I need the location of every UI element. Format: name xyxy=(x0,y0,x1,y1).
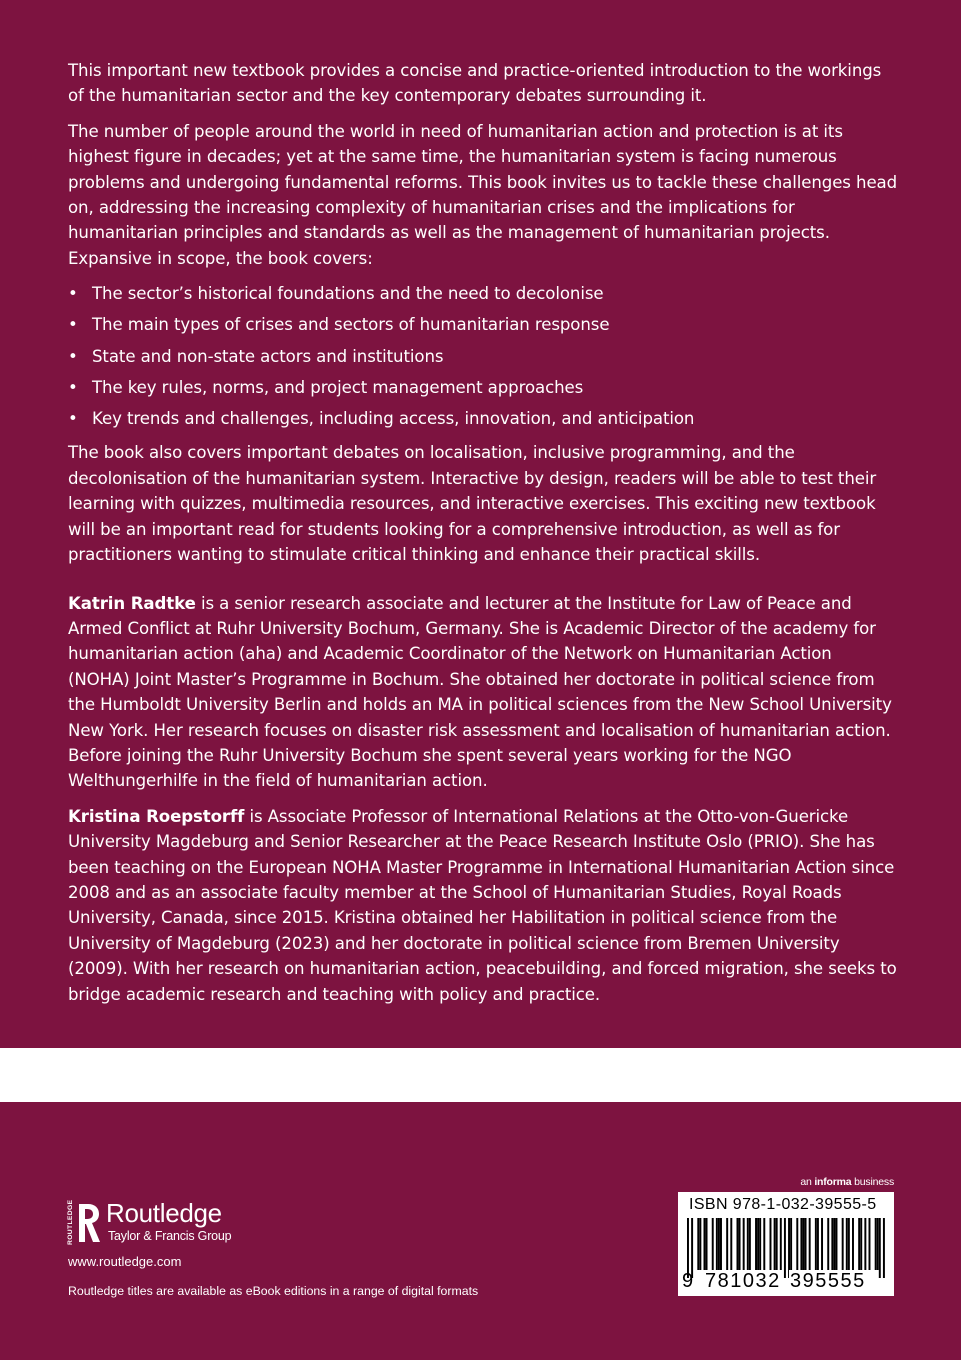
informa-brand: informa xyxy=(814,1176,852,1188)
barcode-icon xyxy=(687,1218,885,1278)
barcode-bar xyxy=(784,1218,786,1278)
publisher-group: Taylor & Francis Group xyxy=(108,1229,232,1243)
white-band-divider xyxy=(0,1048,961,1102)
barcode-bar xyxy=(805,1218,807,1270)
topics-list xyxy=(68,281,898,431)
barcode-bar xyxy=(697,1218,699,1270)
barcode-bar xyxy=(796,1218,798,1270)
barcode-bar xyxy=(747,1218,749,1270)
barcode-bar xyxy=(687,1218,689,1278)
barcode-bar xyxy=(712,1218,714,1270)
barcode-bar xyxy=(877,1218,879,1270)
isbn-barcode-box xyxy=(678,1192,894,1296)
author-bio-text: is Associate Professor of International Relations at the Otto-von-Guericke University Magdeburg and Senior Researcher at the Peace Research Institute Oslo (PRIO). She has been teaching on the European NOHA Master Programme in International Humanitarian Action since 2008 and as an associate faculty member at the School of Humanitarian Studies, Royal Roads University, Canada, since 2015. Kristina obtained her Habilitation in political science from the University of Magdeburg (2023) and her doctorate in political science from Bremen University (2009). With her research on humanitarian action, peacebuilding, and forced migration, she seeks to bridge academic research and teaching with policy and practice. xyxy=(68,806,897,1004)
barcode-bar xyxy=(800,1218,802,1270)
barcode-bar xyxy=(774,1218,776,1270)
ebook-note: Routledge titles are available as eBook editions in a range of digital formats xyxy=(68,1284,479,1298)
barcode-bar xyxy=(726,1218,728,1270)
topic-item: • The sector’s historical foundations and the need to decolonise xyxy=(68,281,898,306)
barcode-bar xyxy=(776,1218,778,1270)
barcode-bar xyxy=(860,1218,862,1270)
topic-item: • State and non-state actors and institutions xyxy=(68,344,898,369)
barcode-bar xyxy=(691,1218,693,1278)
routledge-logo-icon xyxy=(66,1200,102,1246)
barcode-bar xyxy=(848,1218,850,1270)
barcode-bar xyxy=(836,1218,838,1270)
topic-item: • The key rules, norms, and project management approaches xyxy=(68,375,898,400)
author-bio-text: is a senior research associate and lecturer at the Institute for Law of Peace and Armed Conflict at Ruhr University Bochum, Germany. She is Academic Director of the academy for humanitarian action (aha) and Academic Coordinator of the Network on Humanitarian Action (NOHA) Joint Master’s Programme in Bochum. She obtained her doctorate in political science from the Humboldt University Berlin and holds an MA in political sciences from the New School University New York. Her research focuses on disaster risk assessment and localisation of humanitarian action. Before joining the Ruhr University Bochum she spent several years working for the NGO Welthungerhilfe in the field of humanitarian action. xyxy=(68,593,892,791)
barcode-bar xyxy=(743,1218,745,1270)
barcode-bar xyxy=(842,1218,844,1270)
author-name: Kristina Roepstorff xyxy=(68,806,245,826)
barcode-bar xyxy=(737,1218,739,1270)
barcode-digit-group: 781032 xyxy=(705,1270,781,1292)
barcode-bar xyxy=(704,1218,706,1270)
barcode-bar xyxy=(858,1218,860,1270)
description-paragraph: The number of people around the world in need of humanitarian action and protection is at its highest figure in decades; yet at the same time, the humanitarian system is facing numerous problems and undergoing fundamental reforms. This book invites us to tackle these challenges head on, addressing the increasing complexity of humanitarian crises and the implications for humanitarian principles and standards as well as the management of humanitarian projects. Expansive in scope, the book covers: xyxy=(68,121,898,268)
routledge-logo-vertical-text: ROUTLEDGE xyxy=(67,1200,74,1245)
barcode-bar xyxy=(706,1218,708,1270)
barcode-bar xyxy=(730,1218,732,1270)
author-name: Katrin Radtke xyxy=(68,593,196,613)
barcode-bar xyxy=(821,1218,823,1270)
barcode-bar xyxy=(875,1218,877,1270)
barcode-bar xyxy=(883,1218,885,1278)
barcode-bar xyxy=(815,1218,817,1270)
barcode-bar xyxy=(790,1218,792,1270)
publisher-block xyxy=(66,1196,366,1250)
barcode-bar xyxy=(739,1218,741,1270)
barcode-bar xyxy=(852,1218,854,1270)
barcode-bar xyxy=(827,1218,829,1270)
barcode-bar xyxy=(757,1218,759,1270)
barcode-bar xyxy=(759,1218,761,1270)
barcode-bar xyxy=(846,1218,848,1270)
barcode-bar xyxy=(879,1218,881,1278)
barcode-bar xyxy=(716,1218,718,1270)
informa-business-tag: an informa business xyxy=(800,1176,894,1188)
isbn-label: ISBN 978-1-032-39555-5 xyxy=(689,1196,877,1213)
barcode-bar xyxy=(780,1218,782,1270)
barcode-bar xyxy=(770,1218,772,1270)
closing-paragraph: The book also covers important debates on localisation, inclusive programming, and the decolonisation of the humanitarian system. Interactive by design, readers will be able to test their learning with quizzes, multimedia resources, and interactive exercises. This exciting new textbook will be an important read for students looking for a comprehensive introduction, as well as for practitioners wanting to stimulate critical thinking and enhance their practical skills. xyxy=(68,443,877,565)
barcode-bar xyxy=(720,1218,722,1270)
barcode-bar xyxy=(833,1218,835,1270)
barcode-bar xyxy=(831,1218,833,1270)
topic-item: • Key trends and challenges, including access, innovation, and anticipation xyxy=(68,406,898,431)
barcode-bar xyxy=(755,1218,757,1270)
back-cover-text xyxy=(68,58,898,1017)
barcode-bar xyxy=(763,1218,765,1270)
barcode-bar xyxy=(788,1218,790,1278)
barcode-bar xyxy=(809,1218,811,1270)
publisher-name: Routledge xyxy=(106,1198,222,1228)
barcode-bar xyxy=(699,1218,701,1270)
author-bio-radtke xyxy=(68,591,898,794)
author-bio-roepstorff xyxy=(68,804,898,1007)
barcode-bar xyxy=(869,1218,871,1270)
barcode-bar xyxy=(718,1218,720,1270)
barcode-bar xyxy=(803,1218,805,1270)
intro-paragraph: This important new textbook provides a concise and practice-oriented introduction to the workings of the humanitarian sector and the key contemporary debates surrounding it. xyxy=(68,61,882,106)
barcode-digit-lead: 9 xyxy=(682,1270,695,1292)
barcode-bar xyxy=(817,1218,819,1270)
publisher-url: www.routledge.com xyxy=(68,1254,182,1269)
topic-item: • The main types of crises and sectors of humanitarian response xyxy=(68,312,898,337)
barcode-bar xyxy=(864,1218,866,1270)
barcode-bar xyxy=(749,1218,751,1270)
barcode-digit-group: 395555 xyxy=(790,1270,866,1292)
